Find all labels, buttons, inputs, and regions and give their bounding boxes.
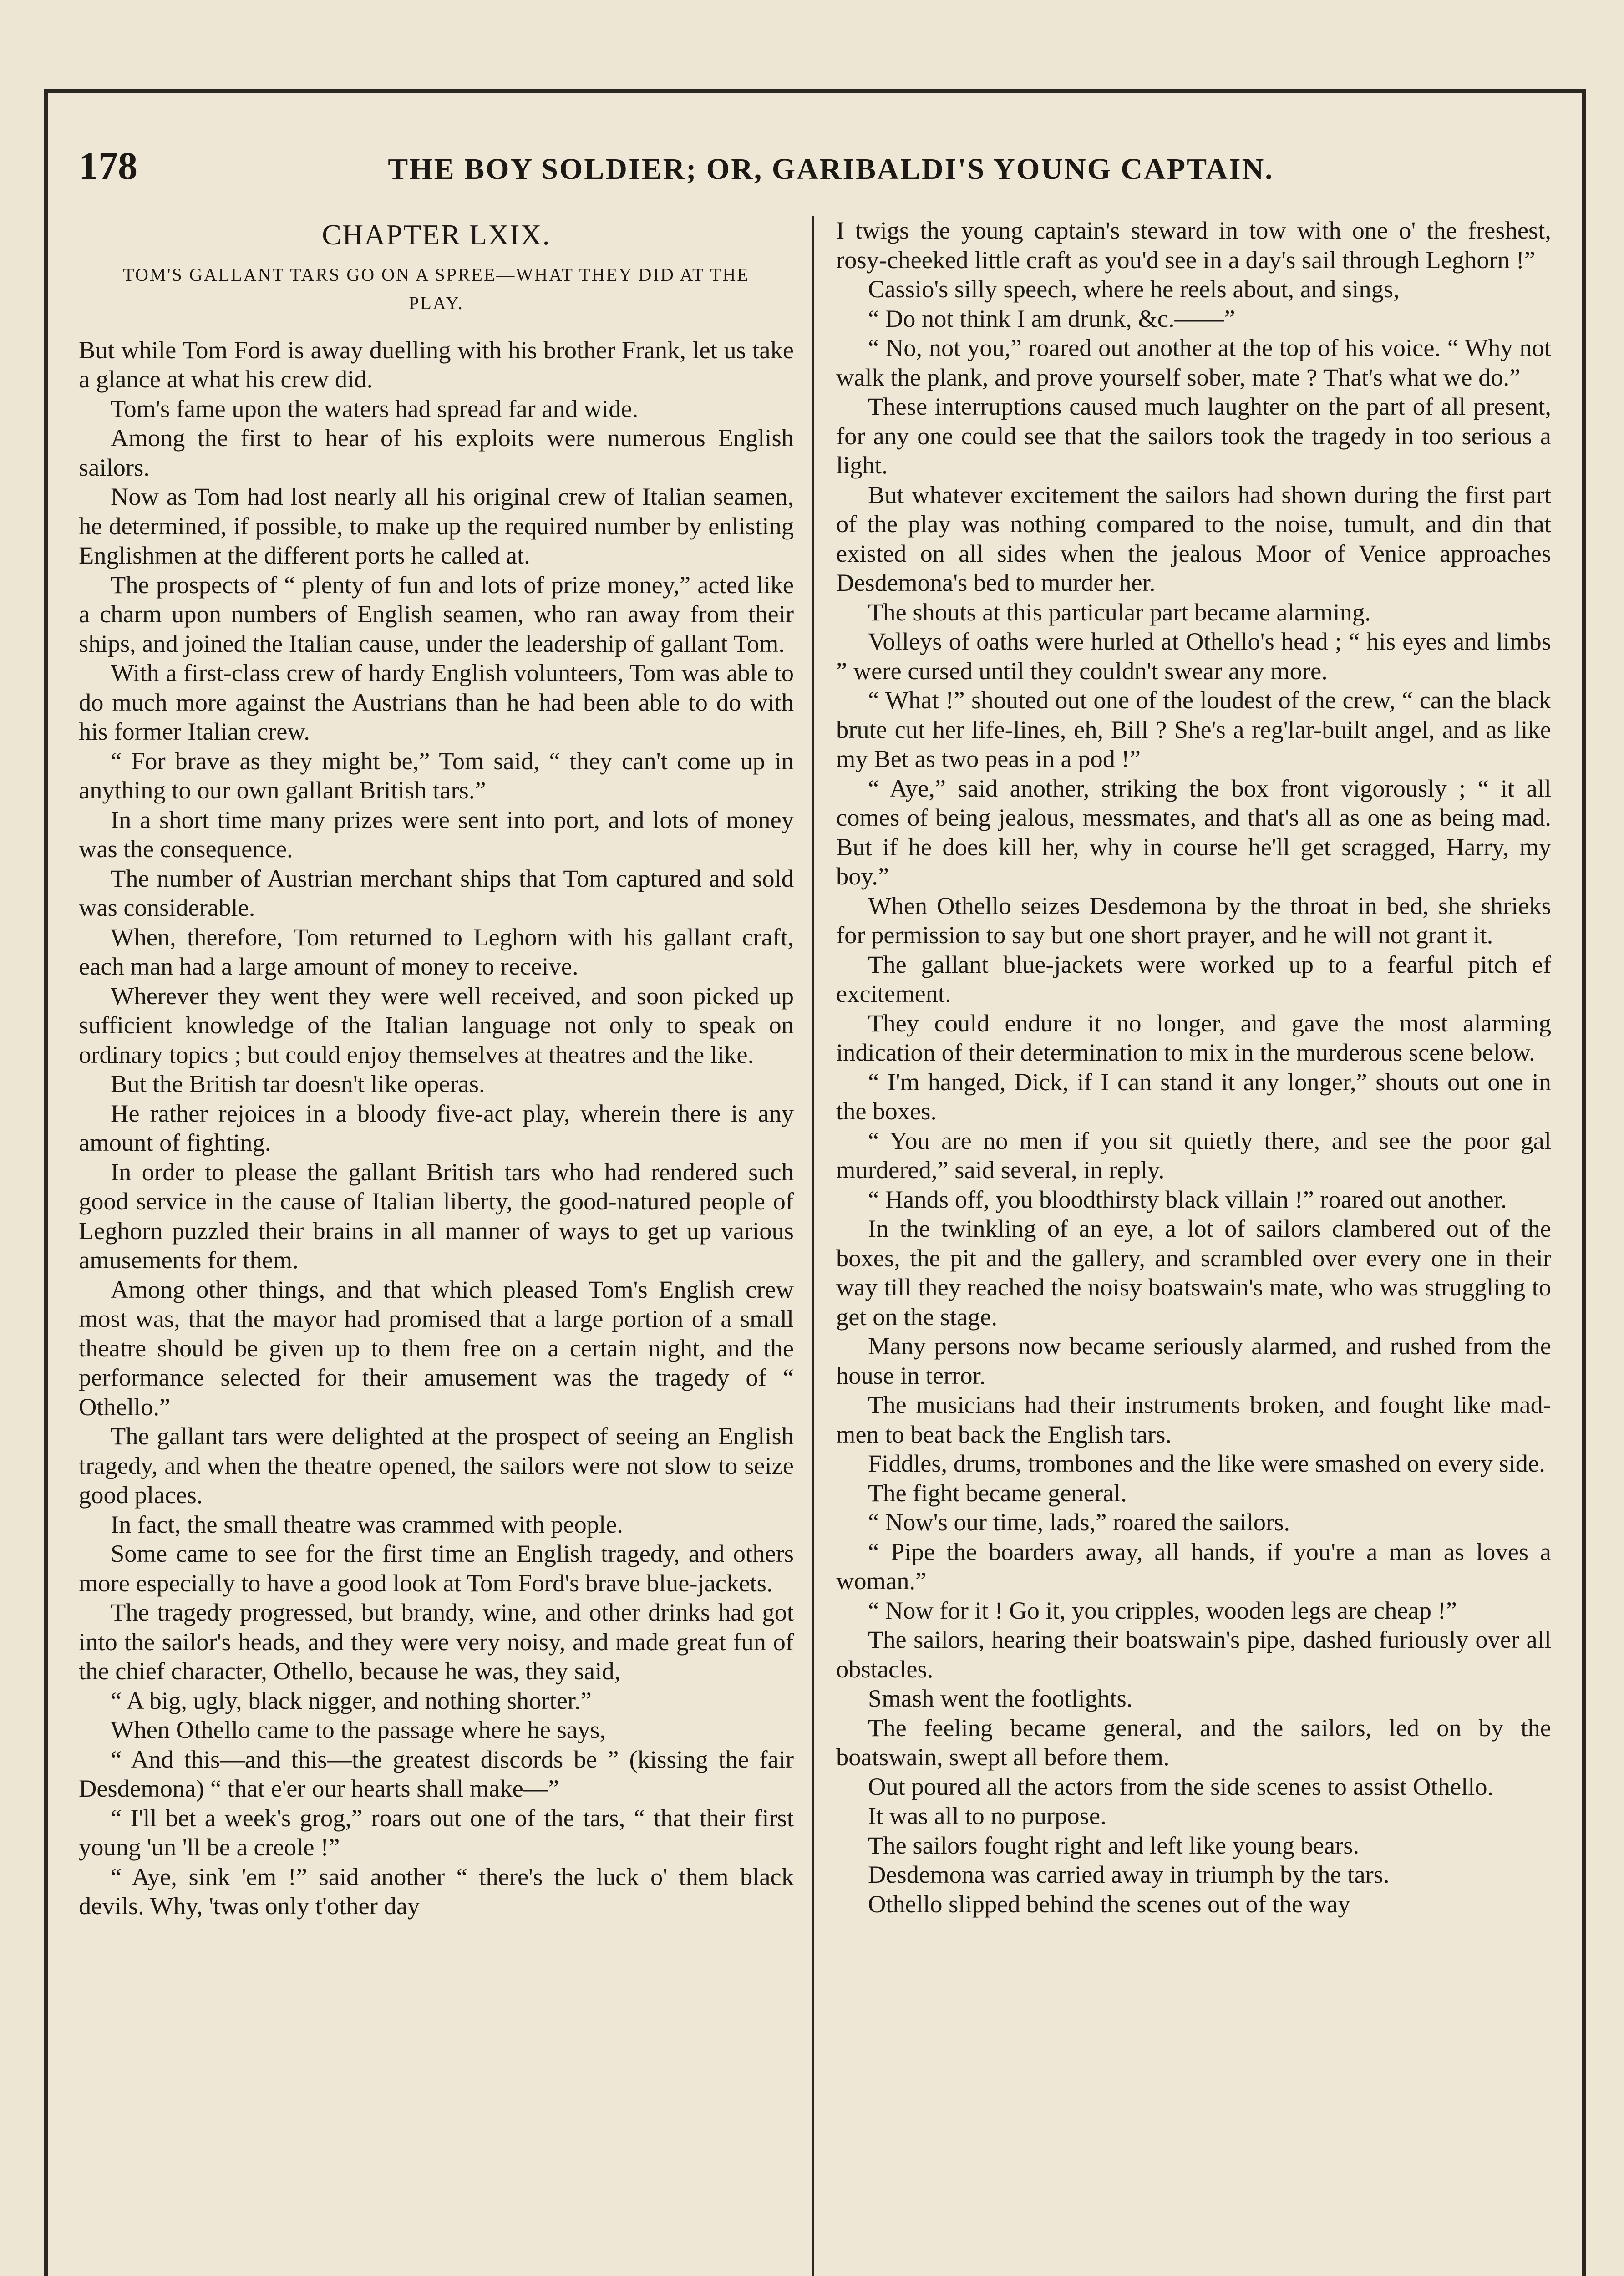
paragraph: “ Now for it ! Go it, you cripples, wooden legs are cheap !” <box>868 1596 1457 1624</box>
left-column <box>79 216 812 2276</box>
paragraph: Tom's fame upon the waters had spread far and wide. <box>111 394 639 422</box>
paragraph: Among other things, and that which pleased Tom's English crew most was, that the mayor had promised that a large portion of a small theatre should be given up to them free on a certain night, and the performance selected for their amusement was the tragedy of “ Othello.” <box>79 1275 794 1421</box>
paragraph: Now as Tom had lost nearly all his original crew of Italian seamen, he determined, if possible, to make up the required number by enlisting Englishmen at the different ports he called at. <box>79 483 794 569</box>
paragraph: The musicians had their instruments broken, and fought like mad-men to beat back the English tars. <box>836 1391 1551 1448</box>
paragraph: The sailors fought right and left like young bears. <box>868 1831 1360 1859</box>
paragraph: Smash went the footlights. <box>868 1684 1133 1712</box>
chapter-subtitle: TOM'S GALLANT TARS GO ON A SPREE—WHAT THEY DID AT THE PLAY. <box>123 264 750 313</box>
paragraph: The sailors, hearing their boatswain's pipe, dashed furiously over all obstacles. <box>836 1626 1551 1683</box>
paragraph: “ I'll bet a week's grog,” roars out one of the tars, “ that their first young 'un 'll be a creole !” <box>79 1804 794 1861</box>
page-frame <box>44 89 1586 2276</box>
paragraph: With a first-class crew of hardy English volunteers, Tom was able to do much more against the Austrians than he had been able to do with his former Italian crew. <box>79 659 794 745</box>
page-number: 178 <box>79 144 137 188</box>
paragraph: The feeling became general, and the sailors, led on by the boatswain, swept all before them. <box>836 1713 1551 1771</box>
paragraph: “ Hands off, you bloodthirsty black villain !” roared out another. <box>868 1185 1507 1213</box>
paragraph: It was all to no purpose. <box>868 1802 1106 1829</box>
paragraph: Wherever they went they were well received, and soon picked up sufficient knowledge of the Italian language not only to speak on ordinary topics ; but could enjoy themselves at theatres and the like. <box>79 981 794 1068</box>
paragraph: When Othello seizes Desdemona by the throat in bed, she shrieks for permission to say but one short prayer, and he will not grant it. <box>836 891 1551 949</box>
paragraph: “ You are no men if you sit quietly there, and see the poor gal murdered,” said several, in reply. <box>836 1126 1551 1184</box>
paragraph: In the twinkling of an eye, a lot of sailors clambered out of the boxes, the pit and the gallery, and scrambled over every one in their way till they reached the noisy boatswain's mate, who was struggling to get on the stage. <box>836 1214 1551 1331</box>
paragraph: But whatever excitement the sailors had shown during the first part of the play was nothing compared to the noise, tumult, and din that existed on all sides when the jealous Moor of Venice approaches Desdemona's bed to murder her. <box>836 480 1551 596</box>
paragraph: “ Do not think I am drunk, &c.——” <box>868 304 1235 332</box>
paragraph: “ A big, ugly, black nigger, and nothing shorter.” <box>111 1686 592 1714</box>
chapter-heading: CHAPTER LXIX. <box>322 218 551 251</box>
paragraph: Desdemona was carried away in triumph by the tars. <box>868 1860 1390 1888</box>
paragraph: He rather rejoices in a bloody five-act play, wherein there is any amount of fighting. <box>79 1099 794 1156</box>
paragraph: Cassio's silly speech, where he reels about, and sings, <box>868 275 1400 303</box>
paragraph: But the British tar doesn't like operas. <box>111 1070 485 1097</box>
paragraph: “ I'm hanged, Dick, if I can stand it any longer,” shouts out one in the boxes. <box>836 1067 1551 1125</box>
paragraph: In a short time many prizes were sent into port, and lots of money was the consequence. <box>79 805 794 863</box>
paragraph: “ No, not you,” roared out another at the top of his voice. “ Why not walk the plank, and prove yourself sober, mate ? That's what we do.” <box>836 334 1551 391</box>
paragraph: “ For brave as they might be,” Tom said, “ they can't come up in anything to our own gallant British tars.” <box>79 747 794 804</box>
paragraph: I twigs the young captain's steward in tow with one o' the freshest, rosy-cheeked little craft as you'd see in a day's sail through Leghorn !” <box>836 216 1551 274</box>
paragraph: The prospects of “ plenty of fun and lots of prize money,” acted like a charm upon numbers of English seamen, who ran away from their ships, and joined the Italian cause, under the leadership of gallant Tom. <box>79 570 794 657</box>
paragraph: “ And this—and this—the greatest discords be ” (kissing the fair Desdemona) “ that e'er our hearts shall make—” <box>79 1745 794 1802</box>
paragraph: Many persons now became seriously alarmed, and rushed from the house in terror. <box>836 1332 1551 1389</box>
paragraph: When, therefore, Tom returned to Leghorn with his gallant craft, each man had a large amount of money to receive. <box>79 923 794 980</box>
paragraph: “ Now's our time, lads,” roared the sailors. <box>868 1508 1290 1536</box>
paragraph: “ What !” shouted out one of the loudest of the crew, “ can the black brute cut her life-lines, eh, Bill ? She's a reg'lar-built angel, and as like my Bet as two peas in a pod !” <box>836 686 1551 772</box>
paragraph: These interruptions caused much laughter on the part of all present, for any one could see that the sailors took the tragedy in too serious a light. <box>836 392 1551 479</box>
paragraph: In fact, the small theatre was crammed with people. <box>111 1510 623 1538</box>
paragraph: Among the first to hear of his exploits were numerous English sailors. <box>79 424 794 481</box>
paragraph: The gallant blue-jackets were worked up to a fearful pitch ef excitement. <box>836 950 1551 1007</box>
paragraph: Some came to see for the first time an English tragedy, and others more especially to have a good look at Tom Ford's brave blue-jackets. <box>79 1539 794 1597</box>
paragraph: “ Aye,” said another, striking the box front vigorously ; “ it all comes of being jealous, messmates, and that's all as one as being mad. But if he does kill her, why in course he'll get scragged, Harry, my boy.” <box>836 774 1551 890</box>
paragraph: Out poured all the actors from the side scenes to assist Othello. <box>868 1772 1494 1800</box>
paragraph: “ Aye, sink 'em !” said another “ there's the luck o' them black devils. Why, 'twas only t'other day <box>79 1862 794 1920</box>
paragraph: Volleys of oaths were hurled at Othello's head ; “ his eyes and limbs ” were cursed until they couldn't swear any more. <box>836 627 1551 685</box>
paragraph: Fiddles, drums, trombones and the like were smashed on every side. <box>868 1449 1545 1477</box>
paragraph: The number of Austrian merchant ships that Tom captured and sold was considerable. <box>79 864 794 921</box>
text-columns <box>79 216 1551 2276</box>
running-title: THE BOY SOLDIER; OR, GARIBALDI'S YOUNG CAPTAIN. <box>388 152 1274 186</box>
right-column <box>814 216 1551 2276</box>
paragraph: When Othello came to the passage where he says, <box>111 1716 606 1743</box>
paragraph: The shouts at this particular part became alarming. <box>868 598 1371 626</box>
paragraph: “ Pipe the boarders away, all hands, if you're a man as loves a woman.” <box>836 1537 1551 1595</box>
paragraph: But while Tom Ford is away duelling with his brother Frank, let us take a glance at what his crew did. <box>79 335 794 393</box>
paragraph: In order to please the gallant British tars who had rendered such good service in the cause of Italian liberty, the good-natured people of Leghorn puzzled their brains in all manner of ways to get up various amusements for them. <box>79 1158 794 1274</box>
paragraph: The tragedy progressed, but brandy, wine, and other drinks had got into the sailor's heads, and they were very noisy, and made great fun of the chief character, Othello, because he was, they said, <box>79 1598 794 1685</box>
paragraph: The gallant tars were delighted at the prospect of seeing an English tragedy, and when the theatre opened, the sailors were not slow to seize good places. <box>79 1422 794 1509</box>
paragraph: Othello slipped behind the scenes out of the way <box>868 1890 1350 1918</box>
running-head <box>79 143 1551 207</box>
paragraph: They could endure it no longer, and gave the most alarming indication of their determination to mix in the murderous scene below. <box>836 1009 1551 1066</box>
paragraph: The fight became general. <box>868 1478 1127 1507</box>
